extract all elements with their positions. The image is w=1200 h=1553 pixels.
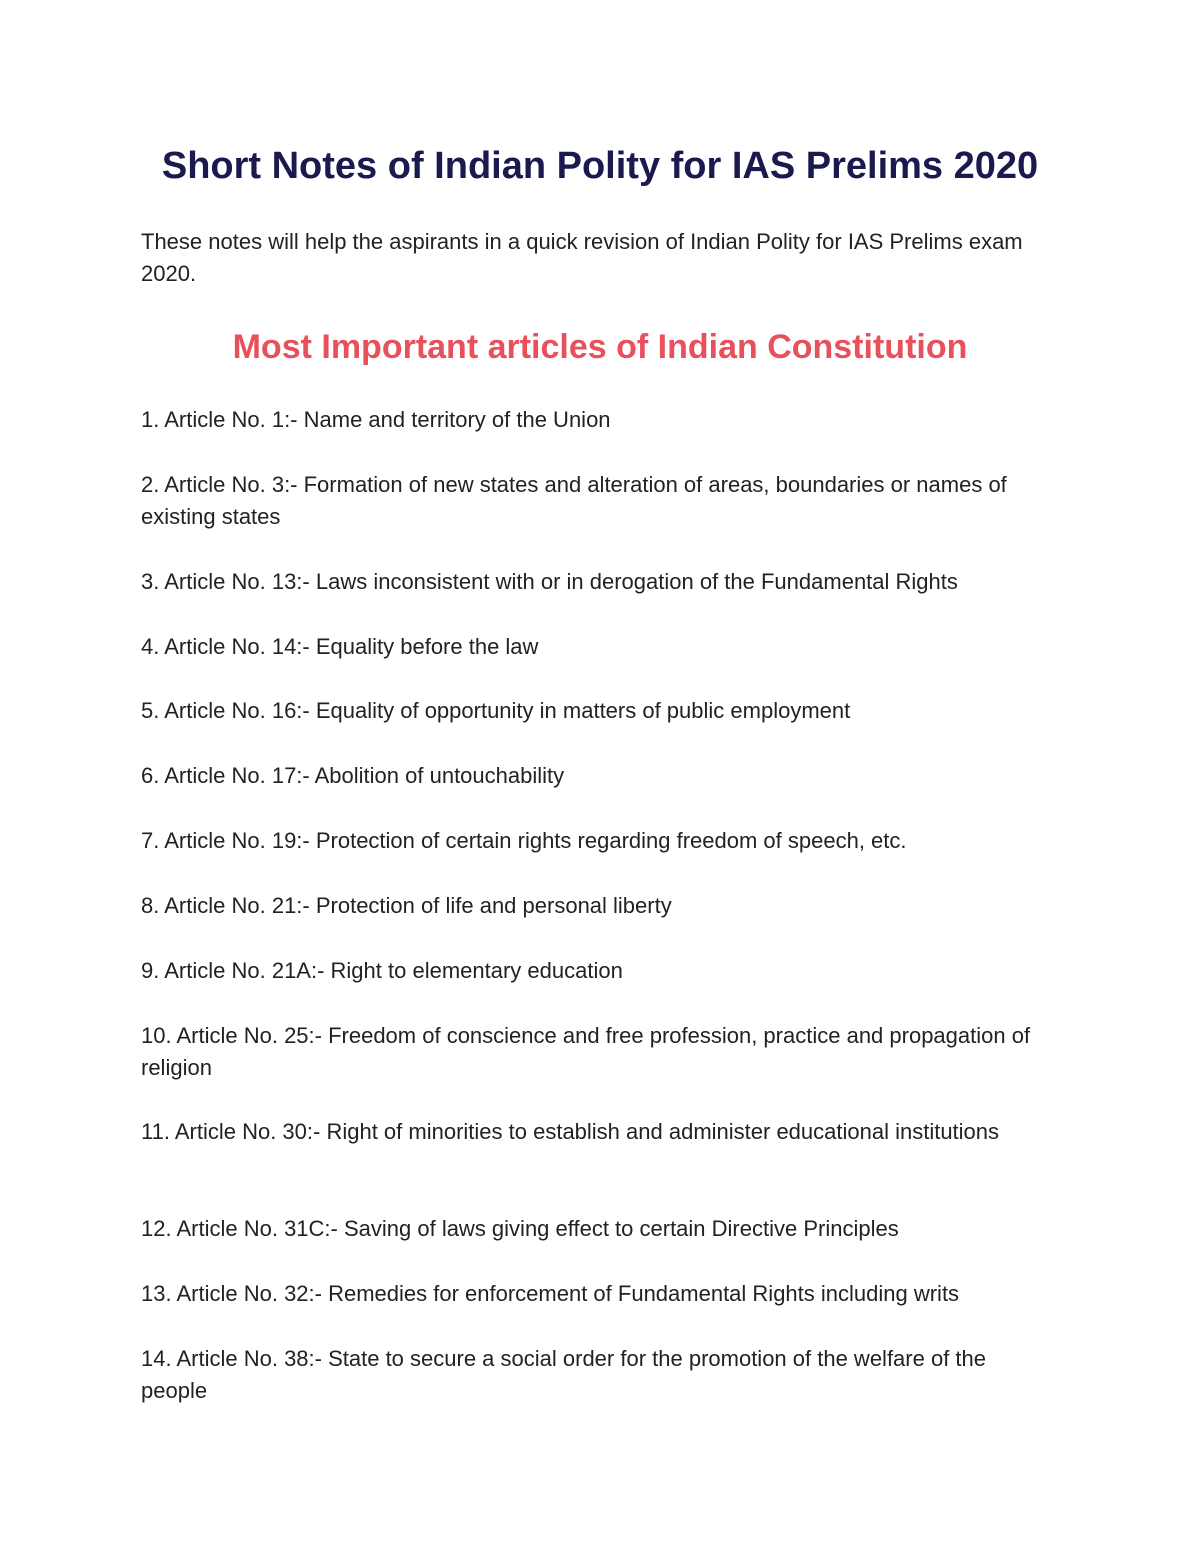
- article-item: 9. Article No. 21A:- Right to elementary education: [141, 958, 623, 983]
- article-item: 5. Article No. 16:- Equality of opportunity in matters of public employment: [141, 698, 851, 723]
- article-item: 14. Article No. 38:- State to secure a social order for the promotion of the welfare of the people: [141, 1346, 987, 1403]
- article-item: 1. Article No. 1:- Name and territory of the Union: [141, 407, 611, 432]
- article-item: 10. Article No. 25:- Freedom of conscience and free profession, practice and propagation of religion: [141, 1023, 1031, 1080]
- article-item: 4. Article No. 14:- Equality before the law: [141, 634, 539, 659]
- intro-paragraph: These notes will help the aspirants in a quick revision of Indian Polity for IAS Prelims exam 2020.: [141, 229, 1023, 286]
- article-item: 13. Article No. 32:- Remedies for enforcement of Fundamental Rights including writs: [141, 1281, 960, 1306]
- article-item: 2. Article No. 3:- Formation of new states and alteration of areas, boundaries or names of existing states: [141, 472, 1007, 529]
- document-title: Short Notes of Indian Polity for IAS Prelims 2020: [161, 145, 1039, 187]
- article-item: 8. Article No. 21:- Protection of life and personal liberty: [141, 893, 672, 918]
- article-item: 6. Article No. 17:- Abolition of untouchability: [141, 763, 565, 788]
- article-item: 3. Article No. 13:- Laws inconsistent with or in derogation of the Fundamental Rights: [141, 569, 958, 594]
- article-item: 7. Article No. 19:- Protection of certain rights regarding freedom of speech, etc.: [141, 828, 907, 853]
- section-heading: Most Important articles of Indian Constitution: [232, 328, 968, 366]
- article-item: 12. Article No. 31C:- Saving of laws giving effect to certain Directive Principles: [141, 1216, 899, 1241]
- article-item: 11. Article No. 30:- Right of minorities to establish and administer educational institutions: [141, 1119, 1000, 1144]
